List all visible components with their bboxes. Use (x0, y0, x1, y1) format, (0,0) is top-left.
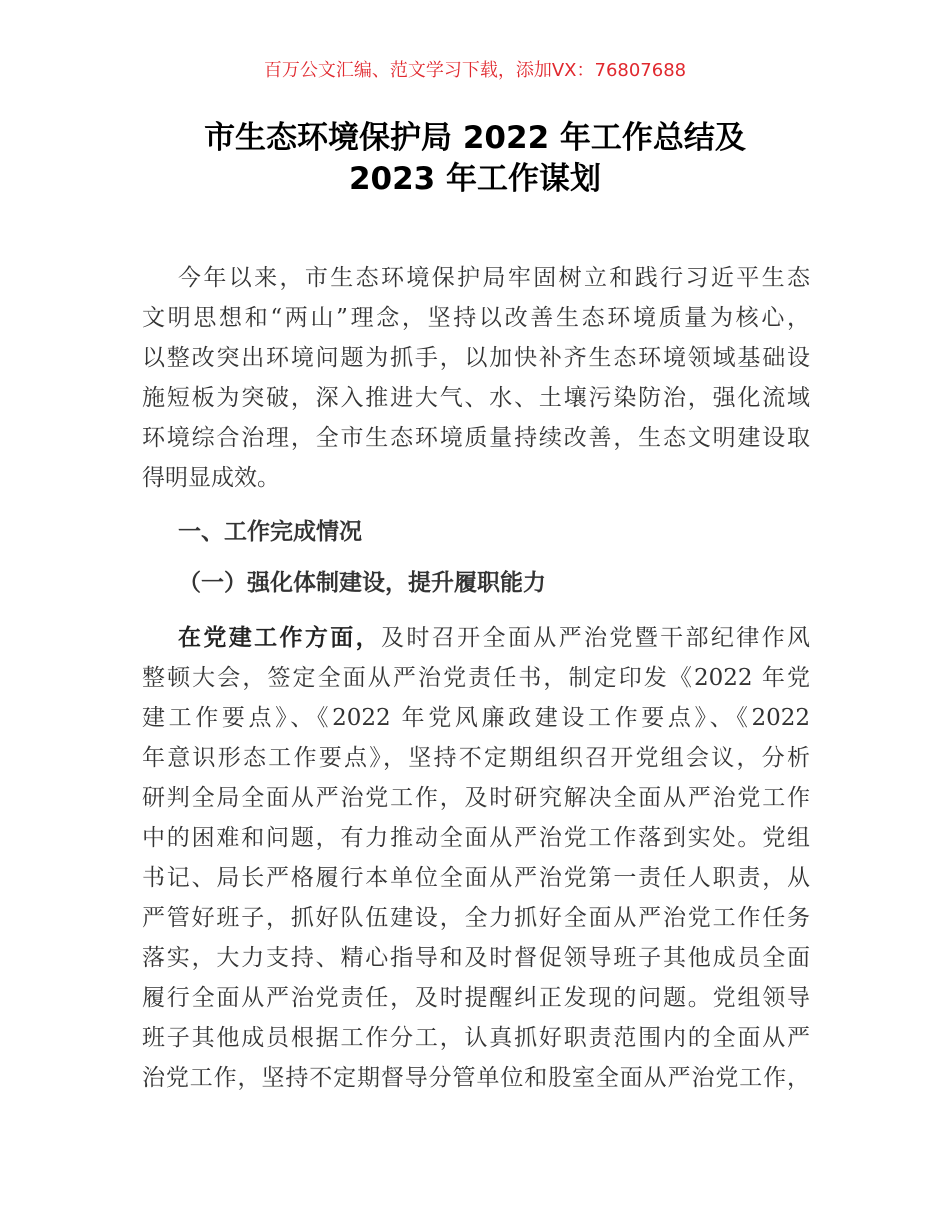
paragraph-line: 整顿大会，签定全面从严治党责任书，制定印发《2022 年党 (142, 665, 810, 691)
paragraph-text: 及时召开全面从严治党暨干部纪律作风 (381, 625, 810, 651)
paragraph-line: 文明思想和“两山”理念，坚持以改善生态环境质量为核心， (142, 305, 810, 331)
section-heading: 一、工作完成情况 (178, 519, 362, 545)
paragraph-line: 施短板为突破，深入推进大气、水、土壤污染防治，强化流域 (142, 385, 810, 411)
paragraph-line: 建工作要点》、《2022 年党风廉政建设工作要点》、《2022 (142, 705, 810, 731)
paragraph-line: 研判全局全面从严治党工作，及时研究解决全面从严治党工作 (142, 785, 810, 811)
paragraph-line: 治党工作，坚持不定期督导分管单位和股室全面从严治党工作， (142, 1065, 810, 1091)
paragraph-line: 书记、局长严格履行本单位全面从严治党第一责任人职责，从 (142, 865, 810, 891)
paragraph-line: 严管好班子，抓好队伍建设，全力抓好全面从严治党工作任务 (142, 905, 810, 931)
document-title-line-2: 2023 年工作谋划 (348, 161, 602, 197)
paragraph-line: 以整改突出环境问题为抓手，以加快补齐生态环境领域基础设 (142, 345, 810, 371)
lead-phrase: 在党建工作方面， (178, 625, 381, 651)
subsection-heading: （一）强化体制建设，提升履职能力 (178, 570, 546, 596)
paragraph-line: 班子其他成员根据工作分工，认真抓好职责范围内的全面从严 (142, 1025, 810, 1051)
paragraph-line: 得明显成效。 (142, 465, 280, 491)
watermark-banner: 百万公文汇编、范文学习下载，添加VX：76807688 (263, 60, 687, 81)
paragraph-line: 落实，大力支持、精心指导和及时督促领导班子其他成员全面 (142, 945, 810, 971)
paragraph-line: 年意识形态工作要点》，坚持不定期组织召开党组会议，分析 (142, 745, 810, 771)
paragraph-line: 环境综合治理，全市生态环境质量持续改善，生态文明建设取 (142, 425, 810, 451)
document-title-line-1: 市生态环境保护局 2022 年工作总结及 (204, 120, 746, 156)
paragraph-line: 今年以来，市生态环境保护局牢固树立和践行习近平生态 (178, 265, 810, 291)
paragraph-line (178, 618, 810, 658)
paragraph-line: 中的困难和问题，有力推动全面从严治党工作落到实处。党组 (142, 825, 810, 851)
paragraph-line: 履行全面从严治党责任，及时提醒纠正发现的问题。党组领导 (142, 985, 810, 1011)
